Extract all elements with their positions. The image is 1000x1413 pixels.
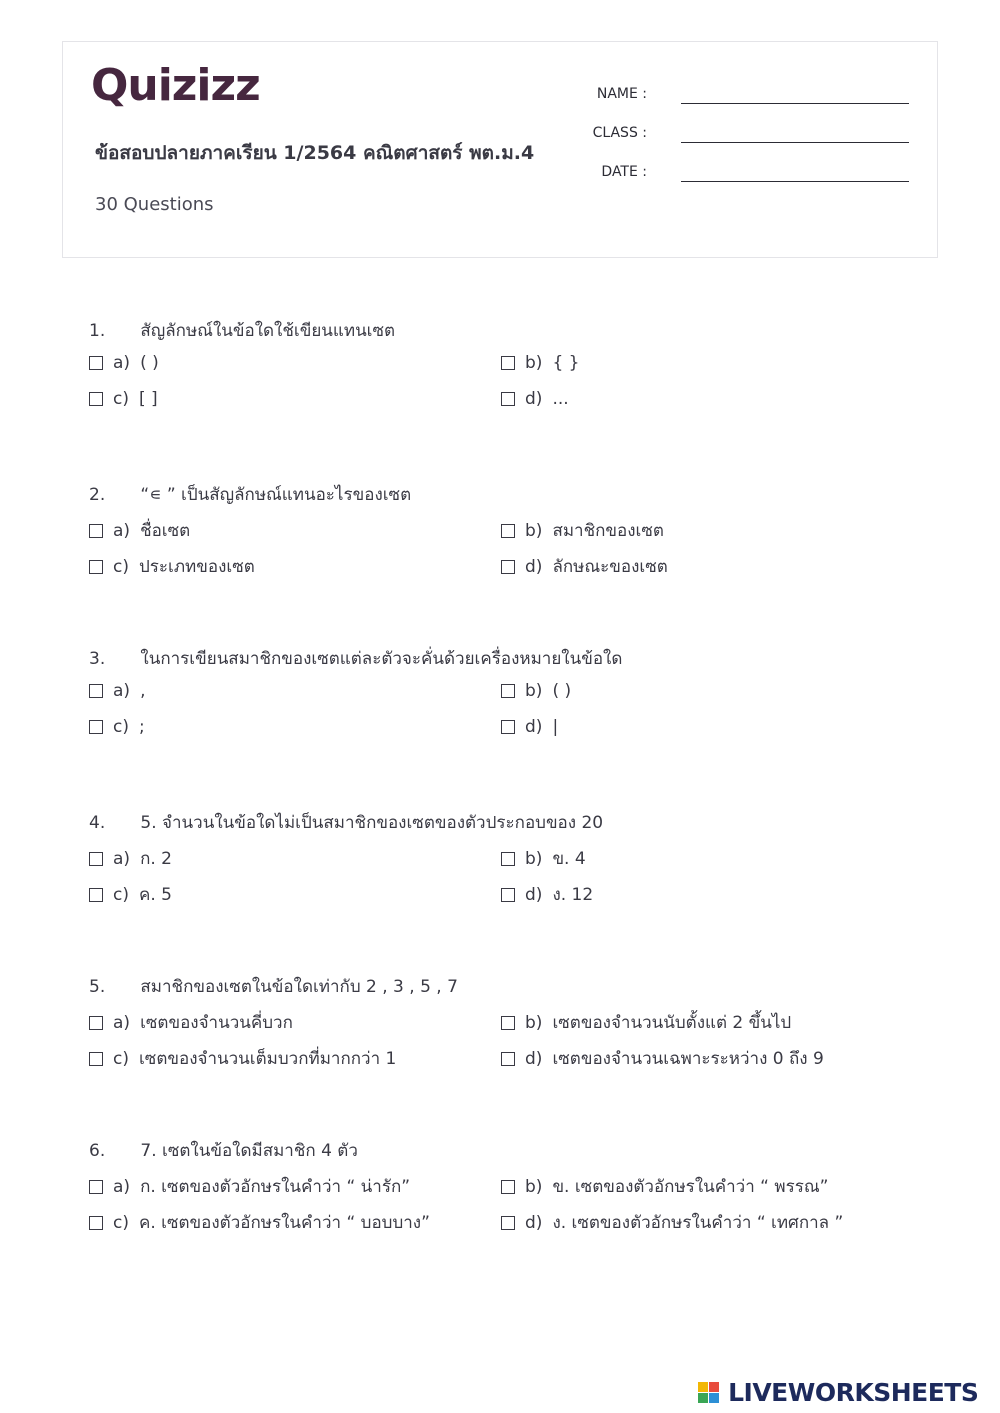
question-2 [89, 481, 929, 591]
option-text: ข. 4 [552, 849, 586, 869]
option-d[interactable] [501, 553, 668, 575]
checkbox-icon[interactable] [501, 852, 515, 866]
quiz-title: ข้อสอบปลายภาคเรียน 1/2564 คณิตศาสตร์ พต.ม.4 [95, 142, 535, 164]
question-text: สมาชิกของเซตในข้อใดเท่ากับ 2 , 3 , 5 , 7 [140, 977, 458, 997]
question-number: 2. [89, 485, 106, 505]
name-line[interactable] [681, 103, 909, 104]
checkbox-icon[interactable] [89, 1216, 103, 1230]
liveworksheets-logo [698, 1380, 978, 1406]
option-text: ชื่อเซต [140, 521, 191, 541]
question-count: 30 Questions [95, 194, 214, 215]
date-line[interactable] [681, 181, 909, 182]
question-header [89, 645, 622, 672]
option-text: ค. เซตของตัวอักษรในคำว่า “ บอบบาง” [138, 1213, 430, 1233]
question-text: “∊ ” เป็นสัญลักษณ์แทนอะไรของเซต [140, 485, 412, 505]
name-field[interactable] [589, 80, 909, 104]
option-c[interactable] [89, 553, 255, 575]
question-text: 7. เซตในข้อใดมีสมาชิก 4 ตัว [140, 1141, 358, 1161]
option-text: ง. เซตของตัวอักษรในคำว่า “ เทศกาล ” [552, 1213, 844, 1233]
checkbox-icon[interactable] [501, 1180, 515, 1194]
option-c[interactable] [89, 389, 158, 411]
checkbox-icon[interactable] [89, 1180, 103, 1194]
date-label: DATE : [601, 164, 647, 180]
option-text: ค. 5 [138, 885, 172, 905]
option-c[interactable] [89, 717, 145, 739]
option-text: เซตของจำนวนนับตั้งแต่ 2 ขึ้นไป [552, 1013, 792, 1033]
checkbox-icon[interactable] [501, 1016, 515, 1030]
question-header [89, 317, 395, 344]
option-text: ก. 2 [140, 849, 172, 869]
question-text: ในการเขียนสมาชิกของเซตแต่ละตัวจะคั่นด้วยเครื่องหมายในข้อใด [140, 649, 623, 669]
option-text: สมาชิกของเซต [552, 521, 664, 541]
checkbox-icon[interactable] [501, 1052, 515, 1066]
option-d[interactable] [501, 881, 593, 903]
option-text: ; [138, 717, 145, 737]
checkbox-icon[interactable] [501, 1216, 515, 1230]
liveworksheets-blocks-icon [698, 1382, 720, 1404]
question-number: 3. [89, 649, 106, 669]
option-a[interactable] [89, 1009, 293, 1031]
option-letter: b) [525, 353, 543, 373]
option-text: เซตของจำนวนคี่บวก [140, 1013, 293, 1033]
option-text: [ ] [138, 389, 158, 409]
option-letter: d) [525, 389, 543, 409]
class-label: CLASS : [592, 125, 647, 141]
question-text: สัญลักษณ์ในข้อใดใช้เขียนแทนเซต [140, 321, 396, 341]
option-letter: b) [525, 681, 543, 701]
checkbox-icon[interactable] [89, 356, 103, 370]
question-number: 1. [89, 321, 106, 341]
question-header [89, 809, 603, 836]
question-number: 4. [89, 813, 106, 833]
option-letter: b) [525, 849, 543, 869]
checkbox-icon[interactable] [501, 392, 515, 406]
option-letter: a) [113, 1177, 131, 1197]
option-letter: c) [113, 557, 129, 577]
option-letter: a) [113, 681, 131, 701]
date-field[interactable] [589, 158, 909, 182]
question-5 [89, 973, 929, 1083]
option-letter: c) [113, 717, 129, 737]
checkbox-icon[interactable] [89, 1016, 103, 1030]
option-a[interactable] [89, 845, 172, 867]
option-letter: d) [525, 717, 543, 737]
option-text: ( ) [140, 353, 159, 373]
option-a[interactable] [89, 517, 190, 539]
checkbox-icon[interactable] [501, 356, 515, 370]
option-letter: c) [113, 885, 129, 905]
option-letter: b) [525, 1177, 543, 1197]
checkbox-icon[interactable] [89, 720, 103, 734]
quizizz-logo: Quizizz [91, 60, 260, 111]
question-3 [89, 645, 929, 755]
class-line[interactable] [681, 142, 909, 143]
checkbox-icon[interactable] [501, 524, 515, 538]
question-number: 5. [89, 977, 106, 997]
checkbox-icon[interactable] [89, 392, 103, 406]
option-text: , [140, 681, 146, 701]
option-letter: d) [525, 1049, 543, 1069]
option-letter: b) [525, 1013, 543, 1033]
option-c[interactable] [89, 1209, 430, 1231]
option-a[interactable] [89, 353, 159, 375]
option-letter: a) [113, 849, 131, 869]
checkbox-icon[interactable] [89, 560, 103, 574]
option-text: ข. เซตของตัวอักษรในคำว่า “ พรรณ” [552, 1177, 829, 1197]
checkbox-icon[interactable] [89, 524, 103, 538]
option-text: ( ) [552, 681, 572, 701]
question-header [89, 973, 458, 1000]
option-letter: a) [113, 521, 131, 541]
option-letter: c) [113, 1213, 129, 1233]
option-d[interactable] [501, 1209, 843, 1231]
checkbox-icon[interactable] [501, 684, 515, 698]
name-label: NAME : [596, 86, 647, 102]
option-c[interactable] [89, 881, 172, 903]
option-letter: c) [113, 389, 129, 409]
option-letter: d) [525, 885, 543, 905]
option-b[interactable] [501, 845, 586, 867]
option-b[interactable] [501, 517, 664, 539]
question-header [89, 481, 411, 508]
option-letter: a) [113, 353, 131, 373]
question-number: 6. [89, 1141, 106, 1161]
option-letter: c) [113, 1049, 129, 1069]
option-text: ประเภทของเซต [138, 557, 255, 577]
option-b[interactable] [501, 681, 571, 703]
option-text: ก. เซตของตัวอักษรในคำว่า “ น่ารัก” [140, 1177, 411, 1197]
checkbox-icon[interactable] [501, 560, 515, 574]
checkbox-icon[interactable] [89, 888, 103, 902]
checkbox-icon[interactable] [89, 684, 103, 698]
option-d[interactable] [501, 1045, 824, 1067]
option-b[interactable] [501, 353, 579, 375]
class-field[interactable] [589, 119, 909, 143]
option-letter: b) [525, 521, 543, 541]
option-b[interactable] [501, 1173, 828, 1195]
question-header [89, 1137, 358, 1164]
checkbox-icon[interactable] [501, 720, 515, 734]
option-text: เซตของจำนวนเฉพาะระหว่าง 0 ถึง 9 [552, 1049, 824, 1069]
header-card [62, 41, 938, 258]
option-c[interactable] [89, 1045, 396, 1067]
option-text: { } [552, 353, 580, 373]
option-a[interactable] [89, 681, 145, 703]
liveworksheets-text: LIVEWORKSHEETS [728, 1378, 979, 1407]
question-4 [89, 809, 929, 919]
option-letter: d) [525, 1213, 543, 1233]
option-b[interactable] [501, 1009, 791, 1031]
option-letter: a) [113, 1013, 131, 1033]
option-d[interactable] [501, 717, 558, 739]
option-a[interactable] [89, 1173, 410, 1195]
question-6 [89, 1137, 929, 1247]
question-text: 5. จำนวนในข้อใดไม่เป็นสมาชิกของเซตของตัวประกอบของ 20 [140, 813, 604, 833]
checkbox-icon[interactable] [501, 888, 515, 902]
checkbox-icon[interactable] [89, 1052, 103, 1066]
option-d[interactable] [501, 389, 569, 411]
question-1 [89, 317, 929, 427]
option-letter: d) [525, 557, 543, 577]
checkbox-icon[interactable] [89, 852, 103, 866]
option-text: | [552, 717, 559, 737]
option-text: ง. 12 [552, 885, 594, 905]
option-text: เซตของจำนวนเต็มบวกที่มากกว่า 1 [138, 1049, 397, 1069]
option-text: ลักษณะของเซต [552, 557, 668, 577]
option-text: ... [552, 389, 569, 409]
